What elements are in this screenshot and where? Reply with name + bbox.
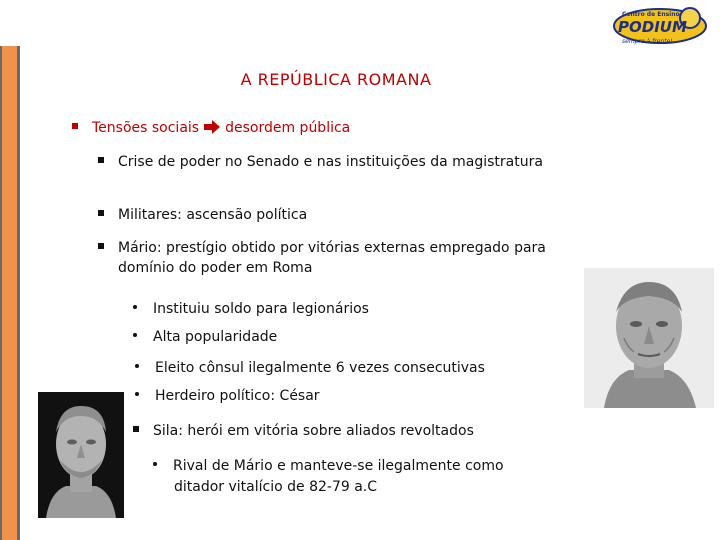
bullet-mario xyxy=(98,240,546,256)
bullet-text: Mário: prestígio obtido por vitórias externas empregado para xyxy=(118,240,546,256)
square-bullet-icon xyxy=(133,426,139,432)
logo-name: PODIUM xyxy=(618,18,687,36)
bullet-text: Crise de poder no Senado e nas instituições da magistratura xyxy=(118,154,543,170)
dot-bullet-icon xyxy=(133,305,137,309)
logo-tagline: sempre à frente! xyxy=(622,38,673,45)
left-accent-bar xyxy=(0,46,20,540)
bullet-militares xyxy=(98,207,307,223)
square-bullet-icon xyxy=(98,210,104,216)
slide-title: A REPÚBLICA ROMANA xyxy=(240,70,432,89)
mario-item: Eleito cônsul ilegalmente 6 vezes consecutivas xyxy=(135,360,485,376)
square-bullet-icon xyxy=(98,157,104,163)
sila-bust-image xyxy=(38,392,124,518)
sila-item: Rival de Mário e manteve-se ilegalmente como xyxy=(153,458,504,474)
heading-line xyxy=(72,120,350,136)
dot-bullet-icon xyxy=(153,462,157,466)
heading-right: desordem pública xyxy=(225,120,351,136)
logo-top-text: Centro de Ensino xyxy=(622,11,680,18)
mario-item: Alta popularidade xyxy=(133,329,277,345)
sila-item-cont: ditador vitalício de 82-79 a.C xyxy=(174,479,378,495)
podium-logo xyxy=(612,4,712,46)
dot-bullet-icon xyxy=(135,364,139,368)
bullet-crise xyxy=(98,154,543,170)
dot-bullet-icon xyxy=(135,392,139,396)
arrow-right-icon xyxy=(203,120,221,134)
bullet-sila: Sila: herói em vitória sobre aliados revoltados xyxy=(133,423,474,439)
mario-item: Herdeiro político: César xyxy=(135,388,320,404)
bullet-mario-cont: domínio do poder em Roma xyxy=(118,260,313,276)
heading-left: Tensões sociais xyxy=(92,120,200,136)
square-bullet-icon xyxy=(98,243,104,249)
mario-bust-image xyxy=(584,268,714,408)
bullet-text: Militares: ascensão política xyxy=(118,207,308,223)
dot-bullet-icon xyxy=(133,333,137,337)
square-bullet-icon xyxy=(72,123,78,129)
mario-item: Instituiu soldo para legionários xyxy=(133,301,369,317)
